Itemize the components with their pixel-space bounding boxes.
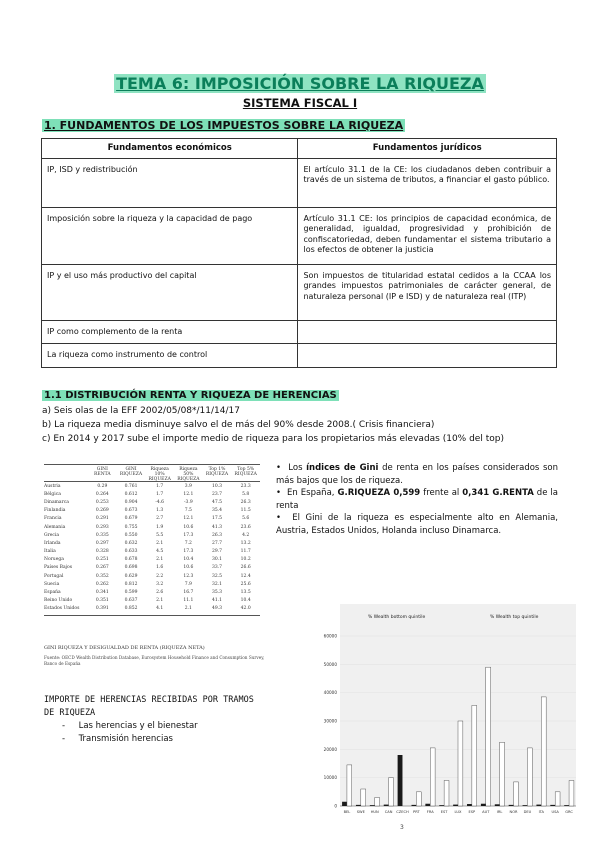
table-cell: 11.1 <box>183 598 194 604</box>
table-cell: 5.6 <box>242 516 250 522</box>
y-tick-label: 40000 <box>323 690 337 696</box>
bar-top-quintile <box>541 697 546 806</box>
table-cell: 2.1 <box>156 557 164 563</box>
table-cell: Italia <box>44 549 56 555</box>
table-cell: 41.1 <box>212 598 223 604</box>
table-cell: 7.9 <box>184 581 192 587</box>
bar-bottom-quintile <box>467 804 472 806</box>
page-subtitle: SISTEMA FISCAL I <box>242 96 358 110</box>
table-cell: España <box>44 590 61 596</box>
table-row <box>42 159 557 208</box>
table-row <box>44 523 260 531</box>
table-cell: 2.6 <box>156 590 164 596</box>
herencias-title: IMPORTE DE HERENCIAS RECIBIDAS POR TRAMOS <box>44 695 254 705</box>
table-cell: Portugal <box>44 573 64 579</box>
x-tick-label: GRC <box>565 810 573 814</box>
x-tick-label: HUN <box>370 810 379 814</box>
x-tick-label: AUT <box>482 810 490 814</box>
table-cell: 0.698 <box>124 565 138 571</box>
bar-bottom-quintile <box>439 805 444 806</box>
column-header: Fundamentos jurídicos <box>298 139 557 159</box>
table-cell: Países Bajos <box>44 565 73 571</box>
x-tick-label: IRL <box>496 810 503 814</box>
table-cell: 3.2 <box>156 581 164 587</box>
column-header: Fundamentos económicos <box>42 139 298 159</box>
table-row <box>42 344 557 367</box>
x-tick-label: EST <box>440 810 448 814</box>
table-cell: 0.267 <box>95 565 109 571</box>
y-tick-label: 0 <box>334 803 337 809</box>
table-cell: 0.391 <box>95 606 109 612</box>
table-cell <box>298 321 557 344</box>
fundamentos-table <box>41 138 557 368</box>
table-cell: 2.1 <box>156 598 164 604</box>
table-cell: 1.3 <box>156 508 164 514</box>
table-cell: 0.251 <box>95 557 109 563</box>
table-cell: La riqueza como instrumento de control <box>42 344 298 367</box>
table-cell: 10.6 <box>183 565 194 571</box>
table-cell: 10.2 <box>240 557 251 563</box>
gini-bullets <box>276 462 558 537</box>
bar-bottom-quintile <box>481 804 486 806</box>
table-cell: 0.293 <box>95 524 109 530</box>
table-cell: 0.335 <box>95 532 109 538</box>
table-cell: 0.632 <box>124 540 138 546</box>
table-row <box>44 597 260 605</box>
table-cell: 7.2 <box>184 540 192 546</box>
bar-top-quintile <box>527 748 532 806</box>
table-cell: 10.6 <box>183 524 194 530</box>
table-cell: 42.0 <box>240 606 251 612</box>
x-tick-label: DEU <box>523 810 532 814</box>
table-cell: 0.291 <box>95 516 109 522</box>
bar-top-quintile <box>389 778 394 806</box>
table-cell: 2.2 <box>156 573 164 579</box>
table-row <box>44 564 260 572</box>
section-heading-distribucion: 1.1 DISTRIBUCIÓN RENTA Y RIQUEZA DE HERENCIAS <box>44 390 337 401</box>
mini-column-header: Top 5% RIQUEZA <box>234 467 257 477</box>
table-cell: El artículo 31.1 de la CE: los ciudadanos deben contribuir a través de un sistema de tributos, a financiar el gasto público. <box>298 159 557 208</box>
table-cell: -4.6 <box>155 499 165 505</box>
table-row <box>44 531 260 539</box>
table-cell: Son impuestos de titularidad estatal cedidos a la CCAA los grandes impuestos patrimoniales de carácter general, de naturaleza personal (IP e ISD) y de naturaleza real (ITP) <box>298 265 557 321</box>
table-cell: IP como complemento de la renta <box>42 321 298 344</box>
table-cell: 1.7 <box>156 483 164 489</box>
table-cell: 1.7 <box>156 491 164 497</box>
bar-bottom-quintile <box>536 805 541 806</box>
table-cell: 1.6 <box>156 565 164 571</box>
table-row <box>44 539 260 547</box>
x-tick-label: NOR <box>509 810 518 814</box>
table-cell: 4.5 <box>156 549 164 555</box>
table-cell: 17.3 <box>183 532 194 538</box>
table-cell: 17.5 <box>212 516 223 522</box>
table-cell: 0.612 <box>124 491 138 497</box>
table-cell: 0.351 <box>95 598 109 604</box>
gini-table-caption: GINI RIQUEZA Y DESIGUALDAD DE RENTA (RIQUEZA NETA) <box>44 645 205 651</box>
intro-line: b) La riqueza media disminuye salvo el de más del 90% desde 2008.( Crisis financiera) <box>42 420 435 430</box>
table-cell: 49.3 <box>212 606 223 612</box>
x-tick-label: BEL <box>343 810 351 814</box>
table-cell <box>298 344 557 367</box>
y-tick-label: 20000 <box>323 746 337 752</box>
mini-column-header <box>44 467 88 479</box>
bar-bottom-quintile <box>425 804 430 806</box>
bullet-item: • El Gini de la riqueza es especialmente alto en Alemania, Austria, Estados Unidos, Holanda incluso Dinamarca. <box>276 513 558 536</box>
bar-bottom-quintile <box>564 805 569 806</box>
table-cell: 0.352 <box>95 573 109 579</box>
y-tick-label: 60000 <box>323 633 337 639</box>
table-cell: 0.341 <box>95 590 109 596</box>
list-item: - Las herencias y el bienestar <box>62 721 198 731</box>
table-cell: Austria <box>44 483 61 489</box>
bar-bottom-quintile <box>509 805 514 806</box>
table-cell: 41.3 <box>212 524 223 530</box>
bar-top-quintile <box>430 748 435 806</box>
table-cell: 29.7 <box>212 549 223 555</box>
table-cell: 26.3 <box>212 532 223 538</box>
x-tick-label: LUX <box>454 810 462 814</box>
table-cell: 2.7 <box>156 516 164 522</box>
intro-line: a) Seis olas de la EFF 2002/05/08*/11/14/17 <box>42 406 240 416</box>
bar-top-quintile <box>347 765 352 806</box>
table-cell: Finlandia <box>44 508 66 514</box>
table-cell: 10.4 <box>183 557 194 563</box>
x-tick-label: ITA <box>538 810 545 814</box>
table-cell: 0.269 <box>95 508 109 514</box>
x-tick-label: FRA <box>426 810 434 814</box>
bar-top-quintile <box>361 789 366 806</box>
bar-bottom-quintile <box>370 805 375 806</box>
table-cell: 0.550 <box>124 532 138 538</box>
table-cell: 32.1 <box>212 581 223 587</box>
gini-table <box>44 464 260 616</box>
bar-top-quintile <box>458 721 463 806</box>
table-cell: Dinamarca <box>44 499 69 505</box>
table-cell: 35.4 <box>212 508 223 514</box>
table-cell: 13.2 <box>240 540 251 546</box>
table-cell: 17.3 <box>183 549 194 555</box>
legend-label: % Wealth bottom quintile <box>368 615 426 620</box>
table-row <box>44 556 260 564</box>
bar-top-quintile <box>444 781 449 807</box>
bar-bottom-quintile <box>356 805 361 806</box>
bar-top-quintile <box>555 792 560 806</box>
table-row <box>44 507 260 515</box>
table-cell: 0.755 <box>124 524 138 530</box>
mini-column-header: Top 1% RIQUEZA <box>205 467 229 477</box>
table-cell: Francia <box>44 516 62 522</box>
mini-column-header: GINI RENTA <box>94 467 111 477</box>
bar-bottom-quintile <box>453 805 458 806</box>
bar-bottom-quintile <box>411 805 416 806</box>
table-row <box>44 548 260 556</box>
bar-top-quintile <box>486 667 491 806</box>
table-cell: 12.1 <box>183 491 194 497</box>
x-tick-label: CAN <box>384 810 393 814</box>
table-cell: 47.5 <box>212 499 223 505</box>
table-cell: 16.7 <box>183 590 194 596</box>
table-cell: 0.679 <box>124 516 138 522</box>
x-tick-label: CZECH <box>396 810 409 814</box>
table-cell: Grecia <box>44 532 60 538</box>
table-cell: Estados Unidos <box>44 606 80 612</box>
table-cell: 35.3 <box>212 590 223 596</box>
table-cell: Artículo 31.1 CE: los principios de capacidad económica, de generalidad, igualdad, progresividad y prohibición de confiscatoriedad, deben fundamentar el sistema tributario a los efectos de obtener la justicia <box>298 208 557 265</box>
table-cell: 2.1 <box>156 540 164 546</box>
table-cell: 0.29 <box>97 483 108 489</box>
bar-top-quintile <box>375 798 380 807</box>
gini-table-source: Fuente: OECD Wealth Distribution Database, Eurosystem Household Finance and Consumption Survey, Banco de España <box>44 655 265 666</box>
bar-bottom-quintile <box>398 755 403 806</box>
x-tick-label: PRT <box>413 810 420 814</box>
table-cell: 4.1 <box>156 606 164 612</box>
mini-table-header <box>44 464 260 482</box>
table-cell: 13.5 <box>240 590 251 596</box>
table-cell: 0.761 <box>124 483 138 489</box>
table-cell: 0.599 <box>124 590 138 596</box>
table-cell: 1.9 <box>156 524 164 530</box>
table-row <box>44 490 260 498</box>
legend-label: % Wealth top quintile <box>490 615 539 620</box>
bullet-item: • En España, G.RIQUEZA 0,599 frente al 0,341 G.RENTA de la renta <box>276 488 558 511</box>
table-cell: 10.3 <box>212 483 223 489</box>
table-cell: Irlanda <box>44 540 61 546</box>
bar-bottom-quintile <box>384 805 389 806</box>
herencias-list <box>62 720 254 746</box>
table-cell: 0.812 <box>124 581 138 587</box>
table-cell: Reino Unido <box>44 598 73 604</box>
intro-line: c) En 2014 y 2017 sube el importe medio de riqueza para los propietarios más elevadas (10% del top) <box>42 434 504 444</box>
list-item: - Transmisión herencias <box>62 734 173 744</box>
herencias-bar-chart <box>310 604 580 834</box>
bar-bottom-quintile <box>523 805 528 806</box>
x-tick-label: SWE <box>356 810 365 814</box>
table-row <box>44 482 260 490</box>
table-row <box>42 321 557 344</box>
table-cell: 0.904 <box>124 499 138 505</box>
bar-bottom-quintile <box>550 805 555 806</box>
page-number: 3 <box>400 824 404 831</box>
table-row <box>44 498 260 506</box>
bullet-item: • Los índices de Gini de renta en los países considerados son más bajos que los de riqueza. <box>276 463 559 486</box>
y-tick-label: 10000 <box>323 775 337 781</box>
table-cell: 12.1 <box>183 516 194 522</box>
table-cell: 0.673 <box>124 508 138 514</box>
bar-top-quintile <box>514 782 519 806</box>
table-cell: 30.1 <box>212 557 223 563</box>
table-cell: 25.6 <box>240 581 251 587</box>
table-cell: 27.7 <box>212 540 223 546</box>
table-row <box>44 588 260 596</box>
intro-list <box>42 404 504 446</box>
x-tick-label: USA <box>551 810 559 814</box>
table-cell: 0.253 <box>95 499 109 505</box>
y-tick-label: 30000 <box>323 718 337 724</box>
table-cell: 4.2 <box>242 532 250 538</box>
herencias-section <box>44 694 254 746</box>
table-cell: Alemania <box>44 524 66 530</box>
table-cell: 5.8 <box>242 491 250 497</box>
mini-table-rule <box>44 615 260 616</box>
table-cell: 0.678 <box>124 557 138 563</box>
table-cell: -3.9 <box>184 499 193 505</box>
table-cell: 3.9 <box>184 483 192 489</box>
table-row <box>44 580 260 588</box>
table-cell: 32.5 <box>212 573 223 579</box>
table-cell: 10.4 <box>240 598 251 604</box>
bar-top-quintile <box>569 781 574 807</box>
table-row <box>44 515 260 523</box>
table-cell: 7.5 <box>184 508 192 514</box>
table-cell: 0.264 <box>95 491 109 497</box>
mini-column-header: Riqueza 50% RIQUEZA <box>177 467 200 482</box>
y-tick-label: 50000 <box>323 661 337 667</box>
table-cell: Bélgica <box>44 491 61 497</box>
bar-top-quintile <box>472 705 477 806</box>
table-cell: 0.297 <box>95 540 109 546</box>
section-heading-fundamentos: 1. FUNDAMENTOS DE LOS IMPUESTOS SOBRE LA RIQUEZA <box>44 119 404 132</box>
table-cell: 33.7 <box>212 565 223 571</box>
table-cell: 26.3 <box>240 499 251 505</box>
table-cell: Imposición sobre la riqueza y la capacidad de pago <box>42 208 298 265</box>
mini-column-header: Riqueza 10% RIQUEZA <box>148 467 171 482</box>
table-row <box>42 265 557 321</box>
table-cell: 23.7 <box>212 491 223 497</box>
x-tick-label: ESP <box>468 810 476 814</box>
table-cell: 0.637 <box>124 598 138 604</box>
table-cell: 5.5 <box>156 532 164 538</box>
bar-top-quintile <box>416 792 421 806</box>
page-title: TEMA 6: IMPOSICIÓN SOBRE LA RIQUEZA <box>116 74 484 93</box>
table-row <box>44 605 260 613</box>
table-cell: Suecia <box>44 581 60 587</box>
table-cell: 0.262 <box>95 581 109 587</box>
table-cell: Noruega <box>44 557 64 563</box>
table-cell: 26.6 <box>240 565 251 571</box>
table-cell: 11.5 <box>240 508 251 514</box>
table-cell: 0.852 <box>124 606 138 612</box>
table-row <box>42 208 557 265</box>
table-cell: 12.3 <box>183 573 194 579</box>
bar-top-quintile <box>500 742 505 806</box>
table-cell: 11.7 <box>240 549 251 555</box>
mini-column-header: GINI RIQUEZA <box>119 467 143 477</box>
table-cell: 0.328 <box>95 549 109 555</box>
table-cell: 2.1 <box>184 606 192 612</box>
table-cell: IP, ISD y redistribución <box>42 159 298 208</box>
table-cell: 23.6 <box>240 524 251 530</box>
table-cell: 23.3 <box>240 483 251 489</box>
table-cell: 0.629 <box>124 573 138 579</box>
table-cell: 0.633 <box>124 549 138 555</box>
bar-bottom-quintile <box>342 802 347 806</box>
table-cell: IP y el uso más productivo del capital <box>42 265 298 321</box>
table-row <box>44 572 260 580</box>
herencias-title: DE RIQUEZA <box>44 708 96 718</box>
bar-bottom-quintile <box>495 804 500 806</box>
table-cell: 12.4 <box>240 573 251 579</box>
